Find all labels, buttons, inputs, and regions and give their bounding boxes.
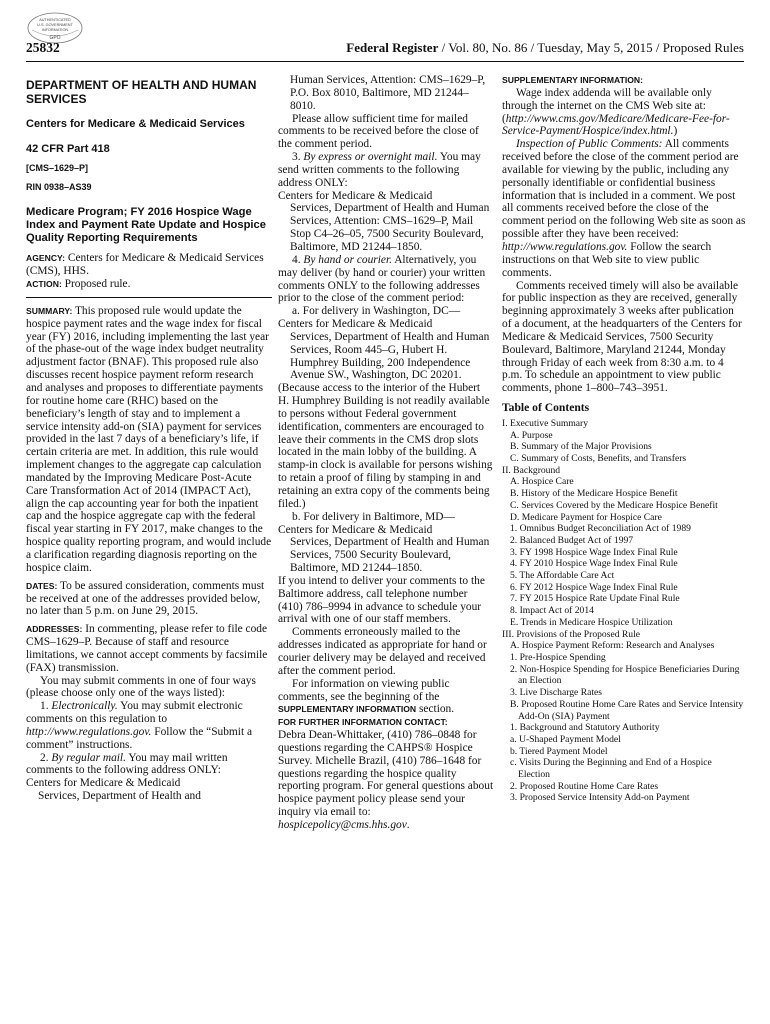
toc-item[interactable]: 7. FY 2015 Hospice Rate Update Final Rule [510, 593, 680, 605]
toc-item[interactable]: A. Purpose [510, 429, 553, 441]
toc-item[interactable]: E. Trends in Medicare Hospice Utilization [510, 616, 673, 628]
regular-mail-label: By regular mail. [51, 751, 126, 764]
toc-item[interactable]: 1. Background and Statutory Authority [510, 722, 660, 734]
svg-text:GPO: GPO [49, 35, 61, 41]
hand-text: Alternatively, you may deliver (by hand or courier) your written comments ONLY to the following addresses prior to the close of the comment period: [278, 253, 486, 305]
toc-heading: Table of Contents [502, 401, 590, 415]
page-number: 25832 [26, 40, 60, 55]
agency-text: Centers for Medicare & Medicaid Services (CMS), HHS. [26, 252, 264, 278]
column-1 [26, 74, 272, 803]
toc-item[interactable]: 2. Non-Hospice Spending for Hospice Beneficiaries During an Election [510, 663, 740, 687]
agency-name: Centers for Medicare & Medicaid Services [26, 118, 245, 130]
department-name: DEPARTMENT OF HEALTH AND HUMAN SERVICES [26, 78, 257, 106]
agency-paragraph [26, 252, 272, 278]
agency-label: AGENCY: [26, 253, 65, 264]
wage-index-text: Wage index addenda will be available only through the internet on the CMS Web site at: ( [502, 86, 712, 125]
svg-text:U.S. GOVERNMENT: U.S. GOVERNMENT [37, 23, 73, 27]
addresses-paragraph [26, 623, 272, 674]
toc-item[interactable]: 4. FY 2010 Hospice Wage Index Final Rule [510, 558, 678, 570]
inspection-paragraph [502, 138, 746, 279]
toc-item[interactable]: 2. Balanced Budget Act of 1997 [510, 534, 634, 546]
electronic-paragraph [26, 700, 272, 751]
regular-mail-text: You may mail written comments to the following address ONLY: [26, 751, 228, 777]
supplementary-heading [502, 74, 746, 87]
electronic-text: You may submit electronic comments on this regulation to [26, 700, 243, 726]
contact-heading [278, 716, 494, 729]
inspection-text-end: Follow the search instructions on that Web site to view public comments. [502, 240, 712, 279]
svg-text:INFORMATION: INFORMATION [41, 28, 69, 32]
toc-item[interactable]: 2. Proposed Routine Home Care Rates [510, 780, 659, 792]
viewing-info-text: For information on viewing public comments, see the beginning of the [278, 677, 450, 703]
inspection-text: All comments received before the close of the comment period are available for viewing by the public, including any personally identifiable or confidential business information that is included in a comment. We post all comments received before the close of the comment period on the following Web site as soon as possible after they have been received: [502, 138, 746, 241]
baltimore-delivery: b. For delivery in Baltimore, MD— [292, 510, 455, 523]
hand-label: By hand or courier. [303, 253, 392, 266]
express-address-first: Centers for Medicare & Medicaid [278, 189, 433, 202]
supplementary-ref: SUPPLEMENTARY INFORMATION [278, 704, 417, 715]
toc-item[interactable]: C. Services Covered by the Medicare Hospice Benefit [510, 499, 718, 511]
toc-item[interactable]: 5. The Affordable Care Act [510, 570, 615, 582]
cms-hospice-link[interactable]: http://www.cms.gov/Medicare/Medicare-Fee-for-Service-Payment/Hospice/index.html. [502, 112, 730, 138]
regulations-gov-link[interactable]: http://www.regulations.gov. [26, 725, 152, 738]
humphrey-access-paragraph: (Because access to the interior of the Hubert H. Humphrey Building is not readily available to persons without Federal government identification, commenters are encouraged to leave their comments in the CMS drop slots located in the main lobby of the building. A stamp-in clock is available for persons wishing to retain a proof of filing by stamping in and retaining an extra copy of the comments being filed.) [278, 382, 493, 510]
contact-text: Debra Dean-Whittaker, (410) 786–0848 for questions regarding the CAHPS® Hospice Survey. Michelle Brazil, (410) 786–1648 for questions regarding the hospice quality reporting program. For general questions about hospice payment policy please send your inquiry via email to: [278, 729, 494, 819]
cfr-part: 42 CFR Part 418 [26, 143, 110, 155]
contact-paragraph [278, 729, 494, 832]
column-3 [502, 74, 746, 804]
running-header [26, 40, 744, 58]
header-rule [26, 61, 744, 62]
addresses-label: ADDRESSES: [26, 624, 83, 635]
contact-end: . [406, 818, 410, 831]
toc-item[interactable]: 3. FY 1998 Hospice Wage Index Final Rule [510, 546, 678, 558]
toc-item[interactable]: 3. Live Discharge Rates [510, 687, 603, 699]
toc-item[interactable]: I. Executive Summary [502, 417, 589, 429]
wage-index-paragraph [502, 87, 746, 138]
toc-item[interactable]: 1. Omnibus Budget Reconciliation Act of 1989 [510, 523, 691, 535]
toc-item[interactable]: A. Hospice Payment Reform: Research and Analyses [510, 640, 715, 652]
washington-delivery: a. For delivery in Washington, DC— [292, 305, 461, 318]
express-label: By express or overnight mail. [303, 151, 438, 164]
express-text: You may send written comments to the following address ONLY: [278, 151, 481, 189]
table-of-contents [502, 418, 746, 804]
toc-item[interactable]: 1. Pre-Hospice Spending [510, 652, 606, 663]
toc-item[interactable]: B. History of the Medicare Hospice Benefit [510, 488, 678, 500]
action-text: Proposed rule. [61, 278, 131, 291]
column-2 [278, 74, 494, 832]
summary-label: SUMMARY: [26, 305, 73, 316]
mail-address-rest: Services, Department of Health and [38, 790, 201, 803]
svg-text:AUTHENTICATED: AUTHENTICATED [39, 18, 71, 22]
summary-text: This proposed rule would update the hospice payment rates and the wage index for fiscal year (FY) 2016, including implementing the last year of the phase-out of the wage index budget neutrality adjustment factor (BNAF). This proposed rule also discusses recent hospice payment reform research and analyses and proposes to differentiate payments for routine home care (RHC) based on the beneficiary’s length of stay and to implement a service intensity add-on (SIA) payment for services provided in the last 7 days of a beneficiary’s life, if certain criteria are met. In addition, this rule would implement changes to the aggregate cap calculation mandated by the Improving Medicare Post-Acute Care Transformation Act of 2014 (IMPACT Act), align the cap accounting year for both the inpatient cap and the hospice aggregate cap with the federal fiscal year starting in FY 2017, make changes to the hospice quality reporting program, and would include a clarification regarding diagnosis reporting on the hospice claim. [26, 304, 272, 574]
toc-item[interactable]: B. Summary of the Major Provisions [510, 441, 652, 453]
inspection-label: Inspection of Public Comments: [516, 138, 663, 151]
electronic-number: 1. [40, 700, 52, 713]
supplementary-label: SUPPLEMENTARY INFORMATION: [502, 75, 643, 85]
toc-item[interactable]: 6. FY 2012 Hospice Wage Index Final Rule [510, 581, 678, 593]
toc-item[interactable]: III. Provisions of the Proposed Rule [502, 628, 641, 640]
hand-number: 4. [292, 253, 304, 266]
washington-address-rest: Services, Department of Health and Human Services, Room 445–G, Hubert H. Humphrey Building, 200 Independence Avenue SW., Washington, DC 20201. [290, 330, 490, 382]
contact-label: FOR FURTHER INFORMATION CONTACT: [278, 717, 448, 728]
toc-item[interactable]: a. U-Shaped Payment Model [510, 733, 621, 745]
dates-paragraph [26, 580, 272, 619]
toc-item[interactable]: c. Visits During the Beginning and End of a Hospice Election [510, 757, 712, 781]
viewing-info-end: section. [416, 703, 455, 716]
action-paragraph [26, 278, 272, 291]
hospice-email-link[interactable]: hospicepolicy@cms.hhs.gov [278, 818, 407, 831]
washington-address-first: Centers for Medicare & Medicaid [278, 318, 433, 331]
journal-name: Federal Register [346, 40, 439, 55]
toc-item[interactable]: A. Hospice Care [510, 476, 574, 488]
electronic-text-end: Follow the “Submit a comment” instructions. [26, 725, 253, 751]
regular-mail-number: 2. [40, 751, 52, 764]
baltimore-address-first: Centers for Medicare & Medicaid [278, 523, 433, 536]
header-title [346, 40, 744, 56]
express-address-rest: Services, Department of Health and Human Services, Attention: CMS–1629–P, Mail Stop C4–26–05, 7500 Security Boulevard, Baltimore, MD 21244–1850. [290, 202, 490, 253]
rule-title: Medicare Program; FY 2016 Hospice Wage Index and Payment Rate Update and Hospice Quality Reporting Requirements [26, 205, 266, 245]
regular-mail-paragraph [26, 752, 272, 778]
toc-item[interactable]: 3. Proposed Service Intensity Add-on Payment [510, 792, 690, 804]
toc-item[interactable]: B. Proposed Routine Home Care Rates and Service Intensity Add-On (SIA) Payment [510, 698, 744, 722]
submit-ways-paragraph: You may submit comments in one of four ways (please choose only one of the ways listed): [26, 674, 256, 700]
toc-item[interactable]: C. Summary of Costs, Benefits, and Transfers [510, 453, 687, 465]
viewing-info-paragraph [278, 678, 494, 717]
erroneous-mail-paragraph: Comments erroneously mailed to the addresses indicated as appropriate for hand or courier delivery may be delayed and received after the comment period. [278, 626, 487, 677]
summary-paragraph [26, 305, 272, 575]
electronic-label: Electronically. [51, 700, 118, 713]
wage-index-end: ) [673, 125, 678, 138]
docket-number: [CMS–1629–P] [26, 162, 89, 173]
action-label: ACTION: [26, 279, 62, 290]
baltimore-address-rest: Services, Department of Health and Human Services, 7500 Security Boulevard, Baltimore, MD 21244–1850. [290, 536, 490, 575]
mail-address-continued: Human Services, Attention: CMS–1629–P, P.O. Box 8010, Baltimore, MD 21244–8010. [290, 74, 486, 112]
timely-comments-paragraph: Comments received timely will also be available for public inspection as they are received, generally beginning approximately 3 weeks after publication of a document, at the headquarters of the Centers for Medicare & Medicaid Services, 7500 Security Boulevard, Baltimore, Maryland 21244, Monday through Friday of each week from 8:30 a.m. to 4 p.m. To schedule an appointment to view public comments, phone 1–800–743–3951. [502, 279, 742, 395]
rin-number: RIN 0938–AS39 [26, 181, 92, 192]
toc-item[interactable]: 8. Impact Act of 2014 [510, 605, 594, 617]
issue-details: / Vol. 80, No. 86 / Tuesday, May 5, 2015 / Proposed Rules [438, 40, 744, 55]
hand-courier-paragraph [278, 254, 494, 305]
toc-item[interactable]: II. Background [502, 464, 561, 476]
addresses-text: In commenting, please refer to file code CMS–1629–P. Because of staff and resource limitations, we cannot accept comments by facsimile (FAX) transmission. [26, 623, 268, 674]
baltimore-phone-paragraph: If you intend to deliver your comments to the Baltimore address, call telephone number (410) 786–9994 in advance to schedule your arrival with one of our staff members. [278, 574, 485, 626]
regulations-gov-link-2[interactable]: http://www.regulations.gov. [502, 240, 628, 253]
mail-address-first: Centers for Medicare & Medicaid [26, 777, 181, 790]
section-divider [26, 297, 272, 298]
toc-item[interactable]: D. Medicare Payment for Hospice Care [510, 511, 662, 523]
express-mail-paragraph [278, 151, 494, 190]
allow-time-paragraph: Please allow sufficient time for mailed comments to be received before the close of the comment period. [278, 112, 479, 151]
dates-label: DATES: [26, 580, 58, 591]
toc-item[interactable]: b. Tiered Payment Model [510, 745, 608, 757]
dates-text: To be assured consideration, comments must be received at one of the addresses provided below, no later than 5 p.m. on June 29, 2015. [26, 579, 265, 618]
express-number: 3. [292, 151, 304, 164]
